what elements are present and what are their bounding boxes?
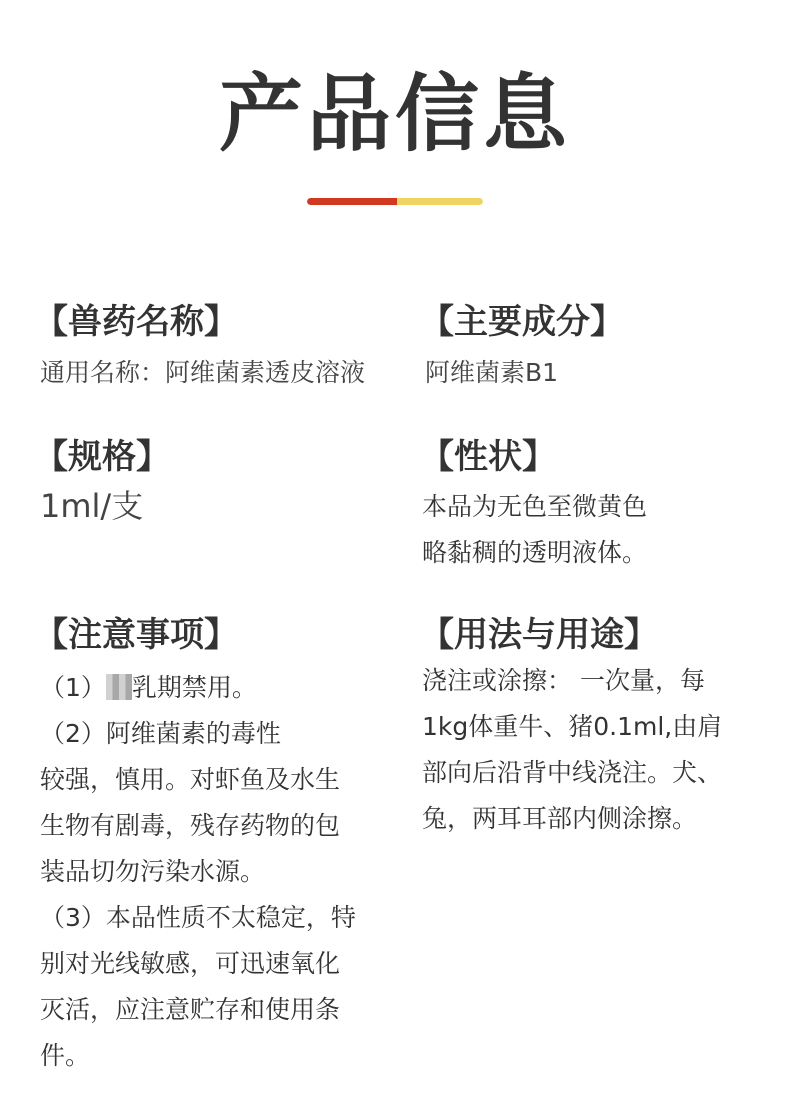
precautions-line: 较强，慎用。对虾鱼及水生 xyxy=(40,765,341,794)
underline-red-segment xyxy=(307,198,397,205)
usage-line: 兔，两耳耳部内侧涂擦。 xyxy=(422,804,698,833)
precautions-line: 生物有剧毒，残存药物的包 xyxy=(40,811,341,840)
precautions-heading: 【注意事项】 xyxy=(34,615,238,655)
vet-drug-name-text: 通用名称：阿维菌素透皮溶液 xyxy=(40,358,366,387)
usage-line: 浇注或涂擦： 一次量，每 xyxy=(422,666,705,695)
title-underline xyxy=(307,198,483,205)
censored-mosaic xyxy=(106,674,132,700)
usage-line: 1kg体重牛、猪0.1ml,由肩 xyxy=(422,712,723,741)
main-ingredient-heading: 【主要成分】 xyxy=(420,302,624,342)
precautions-line: （3）本品性质不太稳定，特 xyxy=(40,903,356,932)
underline-yellow-segment xyxy=(397,198,483,205)
spec-text: 1ml/支 xyxy=(40,487,144,525)
properties-heading: 【性状】 xyxy=(420,437,556,477)
properties-text xyxy=(422,484,647,576)
precautions-text xyxy=(40,665,356,1079)
precautions-line: （1） 乳期禁用。 xyxy=(40,673,257,702)
precautions-line: 件。 xyxy=(40,1041,91,1070)
precautions-line: 装品切勿污染水源。 xyxy=(40,857,266,886)
properties-line: 本品为无色至微黄色 xyxy=(422,492,648,521)
precautions-line: 别对光线敏感，可迅速氧化 xyxy=(40,949,341,978)
usage-heading: 【用法与用途】 xyxy=(420,615,658,655)
precautions-line: 灭活，应注意贮存和使用条 xyxy=(40,995,341,1024)
precautions-line: （2）阿维菌素的毒性 xyxy=(40,719,281,748)
properties-line: 略黏稠的透明液体。 xyxy=(422,538,648,567)
usage-text xyxy=(422,658,722,842)
vet-drug-name-heading: 【兽药名称】 xyxy=(34,302,238,342)
spec-heading: 【规格】 xyxy=(34,437,170,477)
main-ingredient-text: 阿维菌素B1 xyxy=(425,358,559,387)
page-title: 产品信息 xyxy=(218,65,571,163)
usage-line: 部向后沿背中线浇注。犬、 xyxy=(422,758,723,787)
